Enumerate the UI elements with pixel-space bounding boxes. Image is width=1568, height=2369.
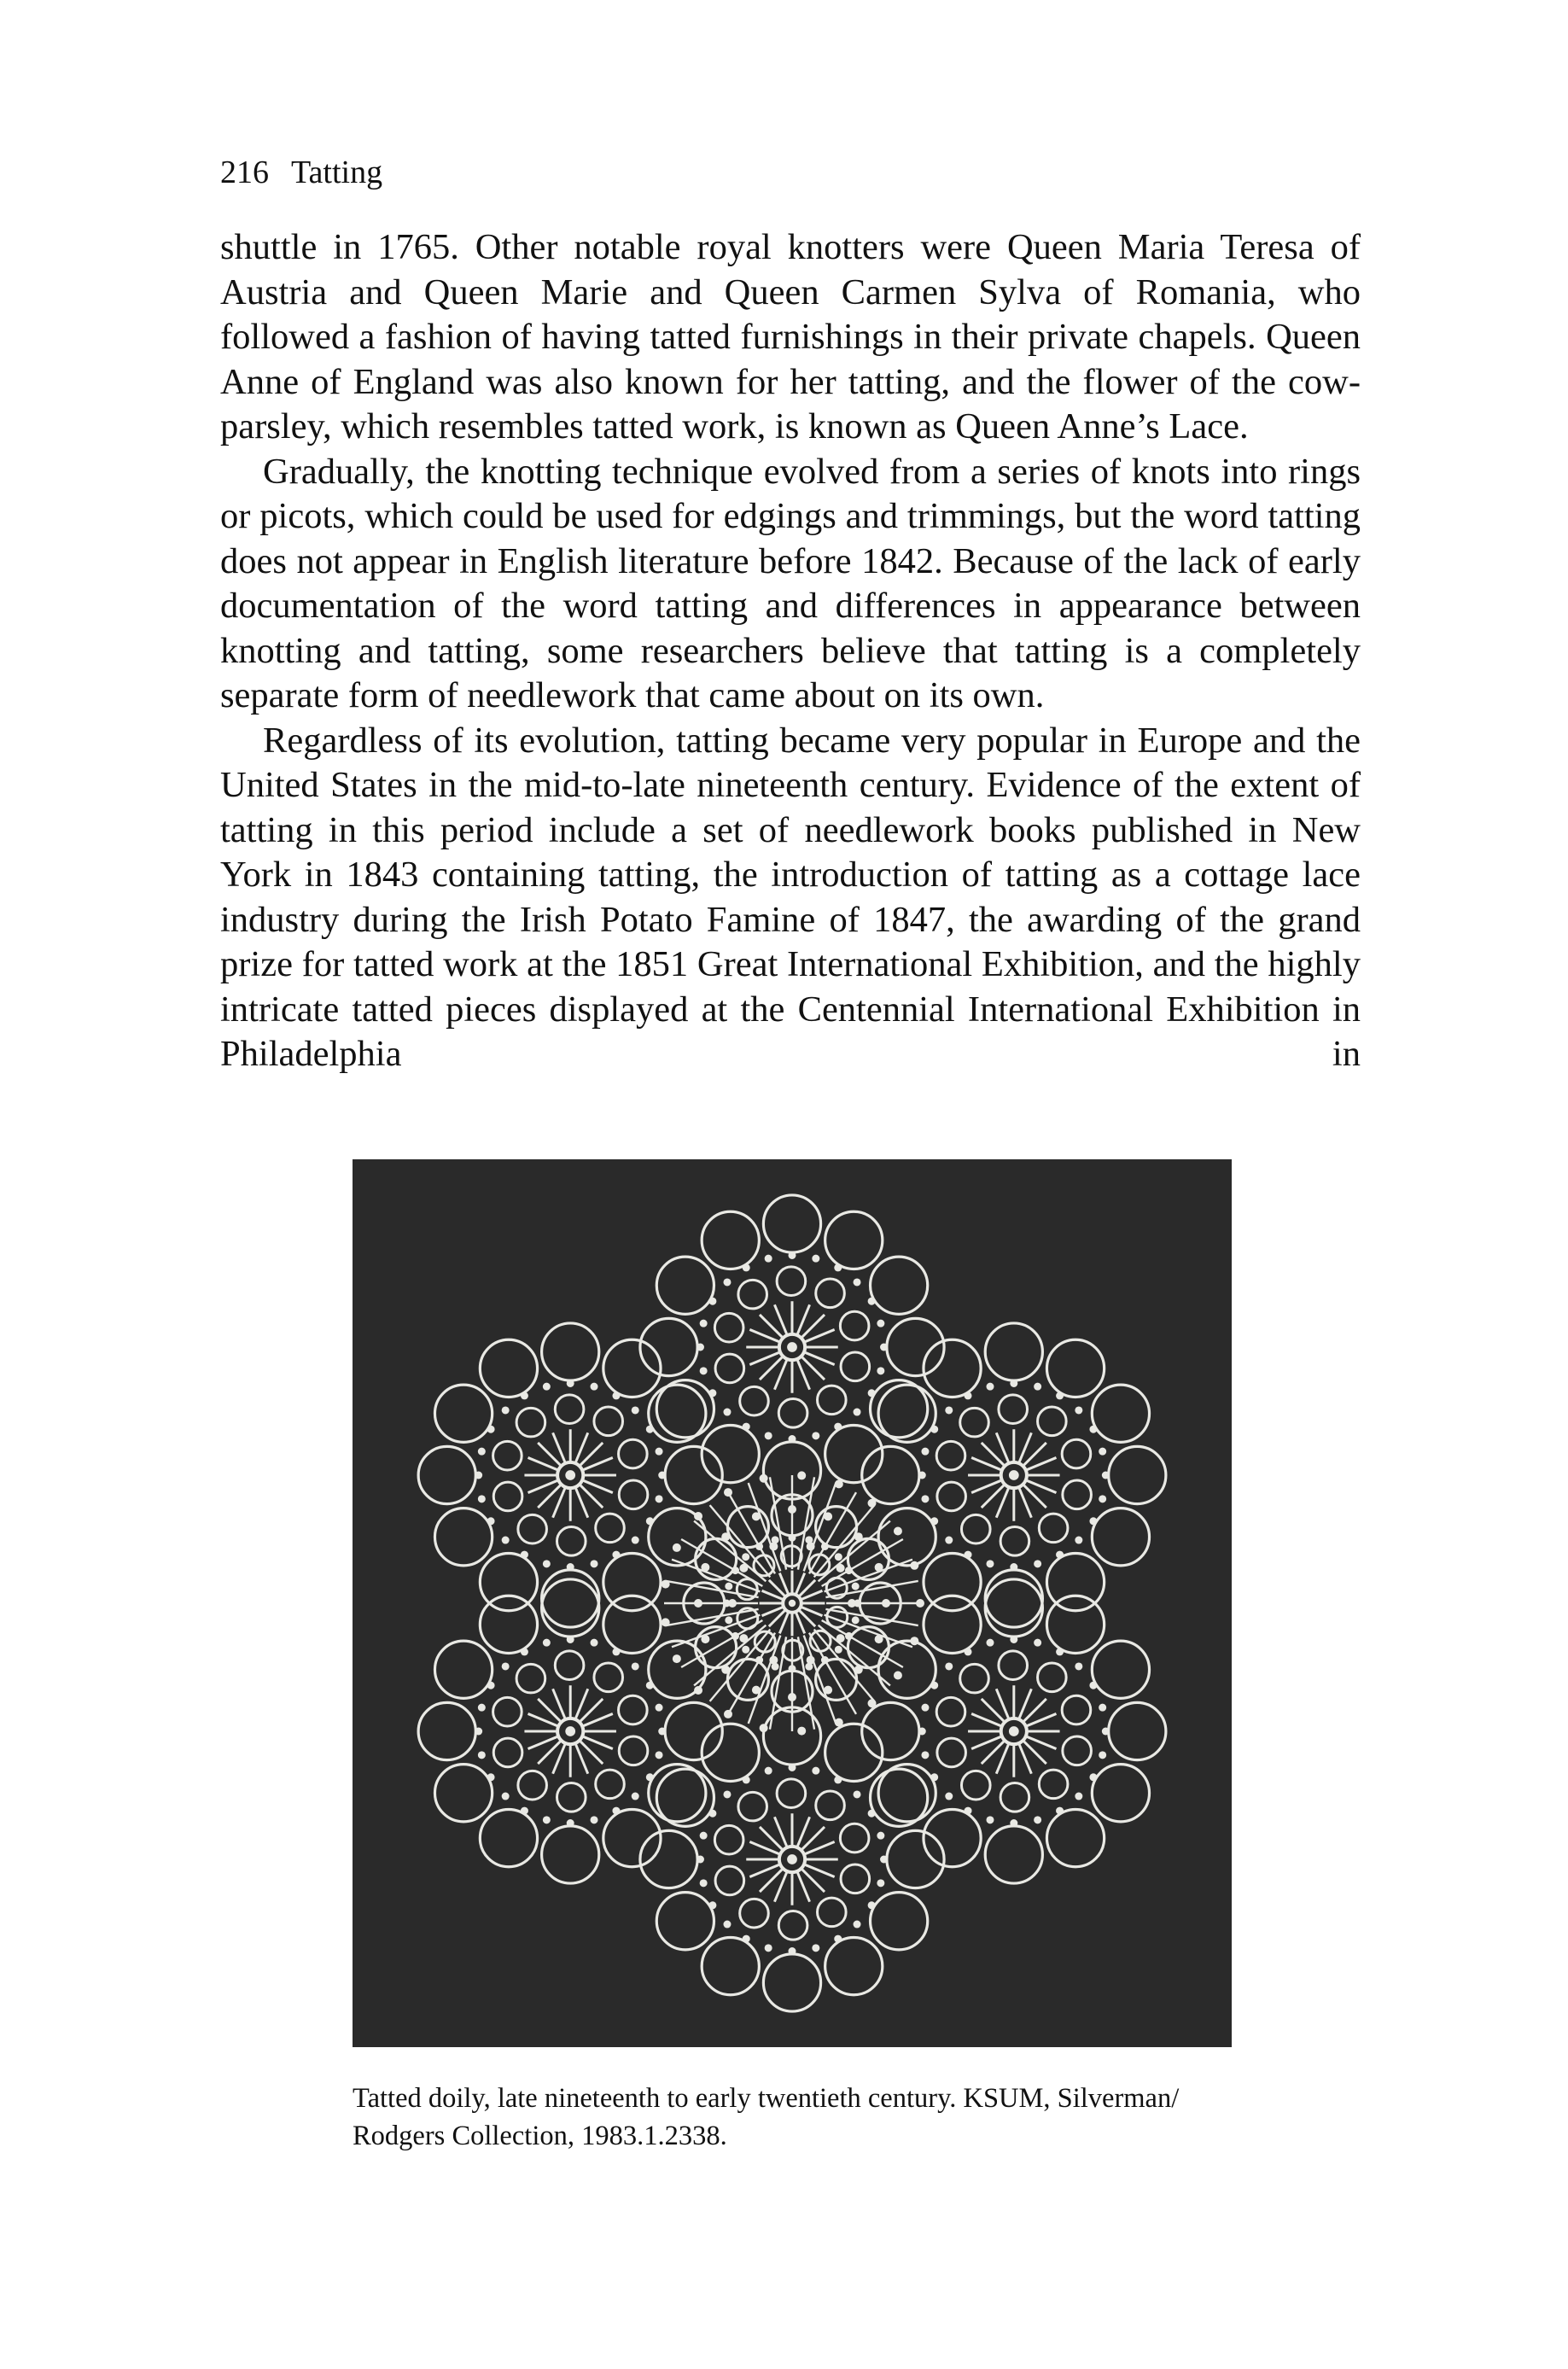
- lace-medallion-3-picot: [930, 1773, 938, 1781]
- lace-medallion-2-picot: [1010, 1563, 1017, 1571]
- lace-center-picot: [916, 1599, 924, 1608]
- lace-medallion-6-picot: [632, 1406, 639, 1414]
- lace-center-medallion-picot: [821, 1656, 829, 1664]
- lace-medallion-5-picot: [656, 1704, 663, 1712]
- lace-medallion-6-picot: [487, 1426, 495, 1433]
- lace-medallion-5-picot: [502, 1662, 510, 1670]
- lace-center-picot: [752, 1686, 761, 1695]
- lace-medallion-2-picot: [1010, 1380, 1017, 1387]
- running-head-title: Tatting: [291, 155, 383, 190]
- lace-medallion-3-picot: [986, 1639, 994, 1647]
- lace-medallion-4-picot: [868, 1901, 876, 1909]
- lace-medallion-6-center-dot: [565, 1470, 575, 1480]
- lace-center-picot: [694, 1686, 702, 1695]
- lace-medallion-2-picot: [945, 1406, 953, 1414]
- lace-medallion-1-picot: [708, 1389, 716, 1397]
- lace-center-medallion-picot: [732, 1567, 739, 1574]
- lace-medallion-4-picot: [723, 1921, 731, 1928]
- lace-center-picot: [724, 1710, 732, 1718]
- lace-medallion-3-picot: [945, 1662, 953, 1670]
- lace-medallion-6-picot: [543, 1383, 551, 1391]
- lace-medallion-5-picot: [612, 1807, 620, 1815]
- lace-medallion-3-picot: [1056, 1648, 1064, 1655]
- lace-medallion-4-picot: [877, 1832, 884, 1840]
- lace-medallion-2-picot: [1034, 1560, 1041, 1567]
- page-number: 216: [220, 155, 269, 190]
- figure-caption: Tatted doily, late nineteenth to early twentieth century. KSUM, Silverman/ Rodgers Collection, 1983.1.2338.: [353, 2083, 1180, 2151]
- lace-medallion-2-picot: [921, 1495, 929, 1503]
- lace-center-picot: [882, 1599, 890, 1608]
- body-text: [220, 225, 1361, 1077]
- lace-medallion-2-picot: [921, 1448, 929, 1456]
- lace-medallion-4-picot: [708, 1901, 716, 1909]
- lace-medallion-3-picot: [986, 1816, 994, 1823]
- lace-medallion-5-picot: [478, 1751, 486, 1759]
- lace-center-picot: [760, 1474, 768, 1483]
- lace-medallion-3-picot: [1102, 1728, 1110, 1736]
- lace-medallion-6-picot: [591, 1560, 598, 1567]
- lace-center-picot: [662, 1580, 670, 1589]
- lace-medallion-5-picot: [521, 1807, 528, 1815]
- lace-medallion-2-picot: [1034, 1383, 1041, 1391]
- lace-center-medallion-picot: [821, 1543, 829, 1550]
- lace-medallion-5-center-dot: [565, 1726, 575, 1736]
- lace-medallion-6-picot: [521, 1392, 528, 1399]
- lace-center-medallion-picot: [789, 1665, 796, 1672]
- lace-medallion-4-picot: [765, 1767, 772, 1775]
- lace-medallion-6-picot: [646, 1426, 654, 1433]
- lace-center-medallion-picot: [742, 1646, 749, 1654]
- lace-medallion-3-picot: [921, 1751, 929, 1759]
- lace-center-picot: [836, 1634, 845, 1643]
- lace-medallion-5-picot: [591, 1816, 598, 1823]
- lace-medallion-6-picot: [656, 1495, 663, 1503]
- lace-center-picot: [835, 1479, 843, 1488]
- lace-center-picot: [835, 1718, 843, 1727]
- lace-medallion-6-picot: [475, 1472, 482, 1479]
- lace-center-picot: [662, 1618, 670, 1626]
- lace-medallion-2-picot: [1056, 1392, 1064, 1399]
- lace-center-picot: [701, 1635, 709, 1643]
- lace-center-picot: [739, 1634, 748, 1643]
- lace-medallion-5-picot: [632, 1793, 639, 1800]
- doily-photograph: [353, 1159, 1232, 2047]
- lace-center-picot: [894, 1527, 902, 1536]
- lace-medallion-3-picot: [930, 1682, 938, 1689]
- lace-center-medallion-center-dot: [789, 1600, 796, 1607]
- lace-medallion-4-picot: [765, 1944, 772, 1952]
- lace-medallion-1-picot: [834, 1423, 842, 1431]
- lace-medallion-2-picot: [945, 1537, 953, 1544]
- lace-medallion-2-picot: [986, 1383, 994, 1391]
- lace-medallion-4-picot: [812, 1944, 819, 1952]
- lace-center-picot: [694, 1512, 702, 1520]
- lace-medallion-1-picot: [743, 1263, 750, 1271]
- lace-medallion-2-picot: [1056, 1551, 1064, 1559]
- lace-medallion-5-picot: [591, 1639, 598, 1647]
- lace-medallion-5-picot: [543, 1816, 551, 1823]
- lace-medallion-5-picot: [502, 1793, 510, 1800]
- lace-center-medallion-picot: [835, 1553, 842, 1561]
- lace-medallion-1-picot: [854, 1278, 861, 1286]
- lace-medallion-3-center-dot: [1009, 1726, 1019, 1736]
- lace-medallion-1-picot: [765, 1432, 772, 1439]
- lace-medallion-4-center-dot: [787, 1854, 797, 1864]
- lace-center-medallion-picot: [725, 1583, 732, 1590]
- running-head: [220, 152, 382, 193]
- lace-center-picot: [760, 1724, 768, 1732]
- lace-center-picot: [797, 1471, 806, 1479]
- lace-medallion-2-picot: [918, 1472, 926, 1479]
- lace-center-medallion-picot: [755, 1543, 763, 1550]
- lace-medallion-1-picot: [868, 1389, 876, 1397]
- lace-center-picot: [836, 1564, 845, 1573]
- lace-medallion-1-picot: [697, 1344, 704, 1351]
- lace-medallion-6-picot: [567, 1380, 574, 1387]
- lace-center-picot: [894, 1671, 902, 1679]
- lace-center-medallion-picot: [852, 1616, 860, 1624]
- lace-medallion-3-picot: [1056, 1807, 1064, 1815]
- lace-medallion-2-picot: [1089, 1517, 1097, 1525]
- lace-medallion-2-picot: [930, 1517, 938, 1525]
- lace-medallion-2-picot: [930, 1426, 938, 1433]
- lace-medallion-2-picot: [1102, 1472, 1110, 1479]
- lace-medallion-4-picot: [789, 1947, 796, 1955]
- lace-center-medallion-picot: [732, 1632, 739, 1640]
- lace-medallion-6-picot: [591, 1383, 598, 1391]
- lace-medallion-3-picot: [1034, 1816, 1041, 1823]
- lace-medallion-6-picot: [646, 1517, 654, 1525]
- lace-center-picot: [788, 1505, 796, 1514]
- lace-medallion-1-picot: [880, 1344, 888, 1351]
- lace-medallion-5-picot: [567, 1819, 574, 1827]
- lace-medallion-5-picot: [478, 1704, 486, 1712]
- lace-center-medallion-picot: [845, 1567, 853, 1574]
- lace-center-picot: [824, 1512, 832, 1520]
- lace-center-medallion-picot: [755, 1656, 763, 1664]
- lace-center-medallion-picot: [854, 1600, 861, 1608]
- lace-medallion-6-picot: [612, 1392, 620, 1399]
- lace-center-picot: [694, 1599, 702, 1608]
- paragraph-continued: shuttle in 1765. Other notable royal knotters were Queen Maria Teresa of Austria and Queen Marie and Queen Carmen Sylva of Romania, who followed a fashion of having tatted furnishings in their private chapels. Queen Anne of England was also known for her tatting, and the flower of the cow-parsley, which resembles tatted work, is known as Queen Anne’s Lace.: [220, 227, 1361, 446]
- lace-center-picot: [673, 1543, 681, 1552]
- lace-center-medallion-picot: [772, 1663, 779, 1671]
- lace-medallion-1-picot: [834, 1263, 842, 1271]
- lace-medallion-3-picot: [965, 1648, 972, 1655]
- lace-center-picot: [788, 1693, 796, 1701]
- lace-center-medallion-picot: [772, 1536, 779, 1543]
- lace-medallion-6-picot: [632, 1537, 639, 1544]
- lace-medallion-1-picot: [723, 1278, 731, 1286]
- lace-medallion-1-picot: [700, 1320, 708, 1327]
- lace-medallion-4-picot: [700, 1879, 708, 1887]
- lace-medallion-3-picot: [1089, 1773, 1097, 1781]
- lace-medallion-5-picot: [487, 1682, 495, 1689]
- lace-center-picot: [875, 1635, 883, 1643]
- lace-center-picot: [739, 1564, 748, 1573]
- lace-medallion-6-picot: [487, 1517, 495, 1525]
- lace-medallion-6-picot: [478, 1448, 486, 1456]
- lace-medallion-6-picot: [567, 1563, 574, 1571]
- lace-medallion-4-picot: [854, 1790, 861, 1798]
- lace-medallion-2-center-dot: [1009, 1470, 1019, 1480]
- lace-medallion-1-picot: [789, 1252, 796, 1259]
- lace-center-picot: [868, 1699, 877, 1707]
- lace-medallion-5-picot: [646, 1773, 654, 1781]
- lace-medallion-6-picot: [502, 1406, 510, 1414]
- lace-medallion-4-picot: [789, 1764, 796, 1771]
- lace-medallion-2-picot: [1075, 1537, 1082, 1544]
- lace-medallion-3-picot: [1010, 1636, 1017, 1643]
- lace-medallion-3-picot: [1075, 1793, 1082, 1800]
- lace-center-picot: [868, 1499, 877, 1508]
- lace-medallion-3-picot: [1099, 1704, 1106, 1712]
- lace-medallion-5-picot: [612, 1648, 620, 1655]
- lace-medallion-5-picot: [658, 1728, 666, 1736]
- lace-medallion-6-picot: [612, 1551, 620, 1559]
- lace-medallion-5-picot: [521, 1648, 528, 1655]
- lace-center-medallion-picot: [742, 1553, 749, 1561]
- lace-medallion-2-picot: [1099, 1495, 1106, 1503]
- lace-medallion-4-picot: [700, 1832, 708, 1840]
- lace-medallion-6-picot: [658, 1472, 666, 1479]
- lace-medallion-3-picot: [1089, 1682, 1097, 1689]
- lace-center-picot: [724, 1488, 732, 1497]
- lace-center-medallion-picot: [805, 1536, 813, 1543]
- lace-medallion-1-picot: [765, 1255, 772, 1263]
- lace-medallion-1-picot: [708, 1298, 716, 1305]
- lace-medallion-6-picot: [656, 1448, 663, 1456]
- lace-center-medallion-picot: [845, 1632, 853, 1640]
- lace-center-picot: [875, 1563, 883, 1572]
- lace-center-medallion-picot: [835, 1646, 842, 1654]
- lace-medallion-6-picot: [502, 1537, 510, 1544]
- lace-medallion-4-picot: [834, 1935, 842, 1943]
- lace-medallion-1-picot: [723, 1409, 731, 1416]
- lace-medallion-5-picot: [656, 1751, 663, 1759]
- lace-medallion-6-picot: [543, 1560, 551, 1567]
- lace-center-picot: [797, 1727, 806, 1736]
- lace-center-medallion-picot: [805, 1663, 813, 1671]
- lace-medallion-4-picot: [854, 1921, 861, 1928]
- lace-medallion-2-picot: [965, 1392, 972, 1399]
- lace-medallion-5-picot: [475, 1728, 482, 1736]
- lace-medallion-3-picot: [918, 1728, 926, 1736]
- lace-medallion-4-picot: [708, 1810, 716, 1818]
- lace-medallion-2-picot: [965, 1551, 972, 1559]
- lace-medallion-4-picot: [877, 1879, 884, 1887]
- lace-medallion-4-picot: [812, 1767, 819, 1775]
- lace-medallion-1-picot: [854, 1409, 861, 1416]
- lace-medallion-5-picot: [567, 1636, 574, 1643]
- paragraph-knotting-technique: Gradually, the knotting technique evolved from a series of knots into rings or picots, which could be used for edgings and trimmings, but the word tatting does not appear in English literature before 1842. Because of the lack of early documentation of the word tatting and differences in appearance between knotting and tatting, some researchers believe that tatting is a completely separate form of needlework that came about on its own.: [220, 451, 1361, 715]
- lace-medallion-2-picot: [1075, 1406, 1082, 1414]
- lace-medallion-2-picot: [986, 1560, 994, 1567]
- lace-medallion-2-picot: [1089, 1426, 1097, 1433]
- lace-medallion-1-picot: [812, 1432, 819, 1439]
- lace-medallion-1-picot: [743, 1423, 750, 1431]
- lace-medallion-2-picot: [1099, 1448, 1106, 1456]
- lace-medallion-1-center-dot: [787, 1342, 797, 1352]
- lace-medallion-5-picot: [632, 1662, 639, 1670]
- lace-center-medallion-picot: [723, 1600, 731, 1608]
- lace-medallion-1-picot: [877, 1367, 884, 1374]
- lace-center-picot: [910, 1637, 918, 1645]
- lace-medallion-1-picot: [700, 1367, 708, 1374]
- lace-medallion-3-picot: [1099, 1751, 1106, 1759]
- lace-center-medallion-picot: [789, 1534, 796, 1542]
- lace-medallion-1-picot: [812, 1255, 819, 1263]
- lace-medallion-5-picot: [646, 1682, 654, 1689]
- lace-center-picot: [824, 1686, 832, 1695]
- lace-center-picot: [752, 1512, 761, 1520]
- paragraph-popularity: Regardless of its evolution, tatting became very popular in Europe and the United States in the mid-to-late nineteenth century. Evidence of the extent of tatting in this period include a set of needlework books published in New York in 1843 containing tatting, the introduction of tatting as a cottage lace industry during the Irish Potato Famine of 1847, the awarding of the grand prize for tatted work at the 1851 Great International Exhibition, and the highly intricate tatted pieces displayed at the Centennial International Exhibition in Philadelphia in: [220, 720, 1361, 1074]
- lace-medallion-6-picot: [521, 1551, 528, 1559]
- lace-medallion-3-picot: [921, 1704, 929, 1712]
- lace-center-picot: [701, 1563, 709, 1572]
- lace-medallion-5-picot: [543, 1639, 551, 1647]
- lace-medallion-4-picot: [743, 1776, 750, 1783]
- lace-medallion-3-picot: [965, 1807, 972, 1815]
- lace-medallion-1-picot: [868, 1298, 876, 1305]
- lace-medallion-4-picot: [868, 1810, 876, 1818]
- lace-medallion-3-picot: [1034, 1639, 1041, 1647]
- lace-medallion-4-picot: [743, 1935, 750, 1943]
- lace-center-medallion-picot: [725, 1616, 732, 1624]
- lace-center-picot: [910, 1561, 918, 1570]
- lace-medallion-3-picot: [1075, 1662, 1082, 1670]
- lace-medallion-6-picot: [478, 1495, 486, 1503]
- lace-center-medallion-picot: [852, 1583, 860, 1590]
- lace-medallion-3-picot: [945, 1793, 953, 1800]
- lace-medallion-4-picot: [834, 1776, 842, 1783]
- lace-medallion-1-picot: [789, 1435, 796, 1443]
- lace-medallion-4-picot: [697, 1856, 704, 1864]
- lace-medallion-3-picot: [1010, 1819, 1017, 1827]
- lace-center-picot: [673, 1654, 681, 1663]
- lace-medallion-1-picot: [877, 1320, 884, 1327]
- lace-medallion-4-picot: [880, 1856, 888, 1864]
- lace-medallion-5-picot: [487, 1773, 495, 1781]
- tatted-doily-illustration: [353, 1159, 1232, 2047]
- lace-medallion-4-picot: [723, 1790, 731, 1798]
